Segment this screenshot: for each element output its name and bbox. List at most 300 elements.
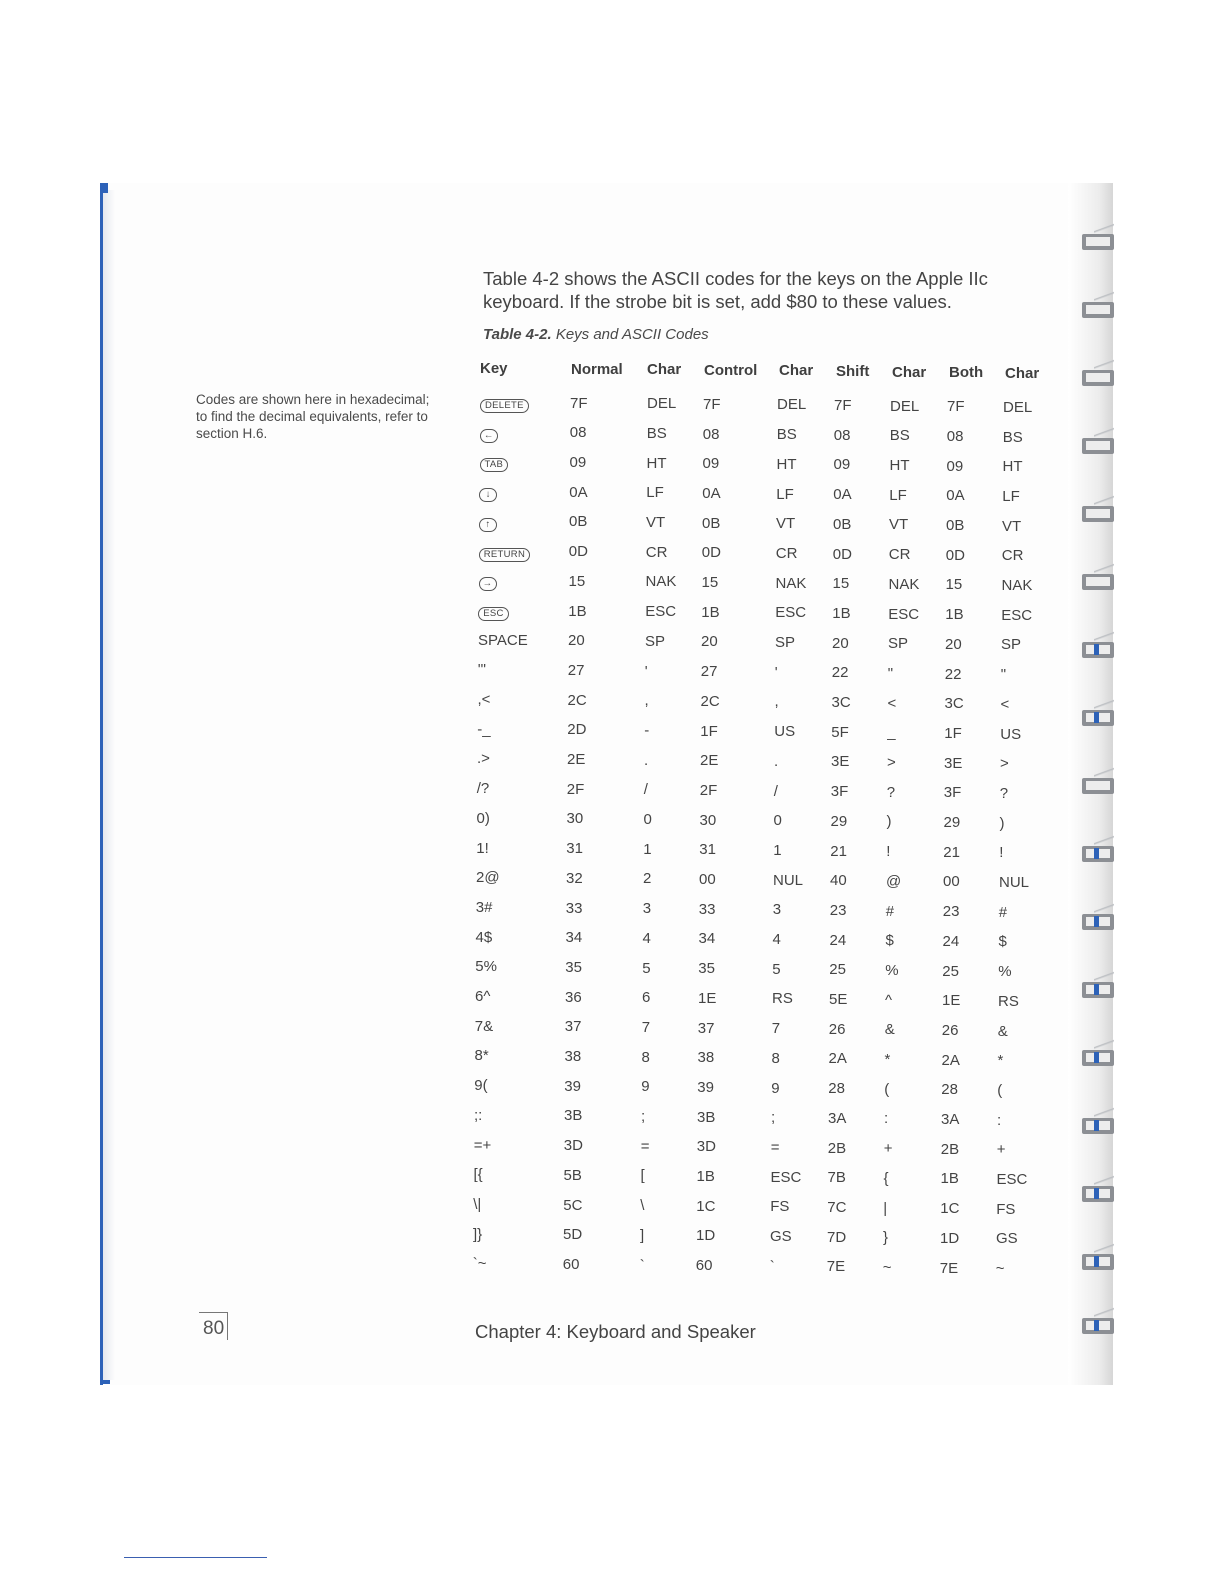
page-edge-mark <box>100 183 108 193</box>
cell-shift-char: NAK <box>888 575 920 593</box>
binding-ring <box>1082 222 1114 256</box>
keycap: ESC <box>478 607 508 621</box>
binding-ring <box>1082 766 1114 800</box>
cell-both: 26 <box>941 1021 959 1039</box>
cell-shift-char: # <box>885 902 895 920</box>
keycap: ↑ <box>479 518 497 532</box>
cell-both-char: CR <box>1001 547 1024 565</box>
cell-shift-char: @ <box>886 872 902 890</box>
cell-char: NAK <box>645 573 677 591</box>
cell-char: ; <box>641 1108 646 1125</box>
cell-shift: 2A <box>828 1050 847 1068</box>
cell-shift-char: HT <box>889 457 910 474</box>
cell-shift-char: $ <box>885 932 894 950</box>
binding-ring <box>1082 1306 1114 1340</box>
cell-char: 3 <box>642 900 652 918</box>
cell-normal: 0D <box>568 543 588 561</box>
cell-shift: 23 <box>829 901 847 919</box>
cell-key: 4$ <box>475 928 493 946</box>
cell-both: 24 <box>942 932 960 950</box>
cell-normal: 2D <box>567 721 587 739</box>
margin-note: Codes are shown here in hexadecimal; to find the decimal equivalents, refer to section H.6. <box>196 392 430 441</box>
cell-control: 09 <box>702 455 720 473</box>
cell-control: 20 <box>701 633 718 651</box>
cell-normal: 3B <box>564 1107 583 1125</box>
cell-key: ;: <box>474 1106 483 1124</box>
cell-shift: 3F <box>830 783 849 801</box>
cell-shift-char: } <box>883 1229 889 1247</box>
cell-both-char: ( <box>997 1081 1003 1099</box>
cell-normal: 2F <box>566 780 585 798</box>
cell-normal: 0A <box>569 483 588 501</box>
cell-shift: 7E <box>826 1258 846 1276</box>
cell-key: \| <box>473 1195 482 1213</box>
cell-both: 09 <box>946 457 964 475</box>
binding-ring <box>1082 1174 1114 1208</box>
cell-both-char: GS <box>996 1230 1018 1248</box>
cell-char: CR <box>645 543 668 561</box>
cell-shift-char: + <box>883 1140 893 1158</box>
cell-shift: 26 <box>828 1020 846 1038</box>
cell-normal: 37 <box>564 1018 582 1036</box>
cell-key <box>479 573 497 591</box>
binding-ring <box>1082 698 1114 732</box>
cell-shift: 24 <box>829 931 847 949</box>
cell-both: 20 <box>945 635 962 653</box>
cell-both: 0D <box>945 546 965 564</box>
cell-shift: 0B <box>833 515 852 533</box>
binding-ring <box>1082 562 1114 596</box>
cell-both: 3A <box>941 1111 960 1128</box>
cell-shift: 3C <box>831 694 851 711</box>
cell-both: 1E <box>942 992 961 1010</box>
cell-normal: 27 <box>567 661 585 679</box>
cell-control: 1D <box>696 1227 716 1245</box>
binding-ring <box>1082 290 1114 324</box>
cell-control: 0D <box>701 544 721 562</box>
cell-normal: 5D <box>563 1226 583 1244</box>
cell-key <box>479 484 497 502</box>
cell-control-char: RS <box>772 990 793 1008</box>
cell-both-char: ? <box>999 784 1009 802</box>
cell-control-char: , <box>774 693 779 711</box>
cell-shift: 21 <box>830 842 847 860</box>
cell-both-char: US <box>1000 725 1022 743</box>
cell-normal: 08 <box>569 424 587 442</box>
binding-ring <box>1082 1242 1114 1276</box>
cell-control: 00 <box>699 871 716 888</box>
cell-both-char: VT <box>1002 517 1022 535</box>
cell-char: [ <box>640 1167 645 1185</box>
binding-ring <box>1082 834 1114 868</box>
cell-both-char: BS <box>1002 428 1023 446</box>
cell-shift: 7B <box>827 1169 846 1187</box>
cell-both-char: DEL <box>1003 398 1033 416</box>
cell-shift: 0D <box>832 545 852 563</box>
cell-shift-char: SP <box>888 635 909 653</box>
cell-control-char: BS <box>776 426 797 444</box>
cell-char: ` <box>639 1256 645 1274</box>
cell-control: 38 <box>697 1049 715 1067</box>
cell-shift: 20 <box>832 634 849 652</box>
cell-both-char: ~ <box>995 1260 1005 1278</box>
cell-shift: 40 <box>830 872 847 890</box>
cell-control: 1B <box>696 1168 715 1185</box>
cell-shift: 7C <box>827 1198 847 1216</box>
cell-shift-char: ~ <box>882 1258 892 1276</box>
cell-normal: 32 <box>566 869 583 887</box>
cell-normal: 2E <box>567 751 586 768</box>
cell-both: 21 <box>943 843 960 861</box>
cell-key: 5% <box>475 958 497 976</box>
cell-control: 39 <box>697 1078 714 1096</box>
cell-both: 7E <box>939 1259 959 1277</box>
cell-both: 29 <box>943 814 961 831</box>
cell-shift-char: | <box>883 1199 888 1217</box>
cell-normal: 36 <box>565 988 582 1006</box>
cell-both-char: " <box>1000 666 1007 684</box>
keycap: RETURN <box>479 548 530 562</box>
cell-shift-char: ? <box>886 783 896 801</box>
cell-key: 3# <box>475 898 493 916</box>
cell-control: 7F <box>703 395 721 413</box>
cell-both-char: LF <box>1002 487 1020 505</box>
cell-control: 1E <box>698 989 717 1007</box>
cell-key: SPACE <box>478 631 528 649</box>
cell-normal: 30 <box>566 810 584 828</box>
cell-key: 7& <box>474 1017 494 1035</box>
cell-key: 8* <box>474 1047 489 1065</box>
cell-char: 7 <box>641 1018 651 1036</box>
cell-shift: 3A <box>828 1109 847 1127</box>
cell-normal: 0B <box>569 513 588 531</box>
cell-both: 3C <box>944 695 964 713</box>
cell-key <box>479 544 530 562</box>
cell-both: 3E <box>944 754 963 772</box>
cell-both: 1B <box>940 1170 959 1188</box>
cell-both: 28 <box>941 1081 958 1099</box>
cell-shift: 09 <box>833 456 851 474</box>
cell-control-char: / <box>773 782 778 800</box>
cell-normal: 15 <box>568 572 586 590</box>
cell-control-char: NAK <box>775 574 807 592</box>
cell-shift-char: < <box>887 694 897 712</box>
cell-control: 37 <box>697 1019 715 1037</box>
page-edge-foot <box>100 1380 110 1384</box>
cell-char: = <box>640 1137 650 1155</box>
column-header-control: Control <box>704 361 758 379</box>
cell-shift: 22 <box>831 664 849 682</box>
table-caption <box>483 326 709 343</box>
cell-control: 30 <box>699 811 717 829</box>
cell-both-char: % <box>998 963 1012 981</box>
cell-control-char: . <box>774 752 779 770</box>
cell-shift: 29 <box>830 812 848 830</box>
cell-key: =+ <box>473 1136 492 1154</box>
cell-control-char: US <box>774 723 796 741</box>
cell-control-char: 8 <box>771 1049 780 1067</box>
cell-normal: 38 <box>564 1048 582 1065</box>
cell-both-char: RS <box>998 992 1019 1010</box>
cell-shift: 28 <box>828 1080 845 1098</box>
cell-shift: 0A <box>833 486 852 504</box>
cell-char: DEL <box>647 395 677 413</box>
cell-normal: 31 <box>566 840 583 858</box>
cell-char: SP <box>645 632 666 650</box>
cell-both-char: + <box>996 1141 1006 1159</box>
cell-control: 0B <box>702 514 721 532</box>
cell-shift-char: & <box>884 1021 895 1039</box>
cell-normal: 09 <box>569 454 587 471</box>
cell-control-char: 0 <box>773 812 782 830</box>
cell-both: 7F <box>947 398 965 416</box>
cell-both: 1F <box>944 724 962 742</box>
page-number: 80 <box>199 1312 228 1340</box>
cell-normal: 35 <box>565 958 582 976</box>
cell-normal: 60 <box>562 1255 580 1273</box>
cell-normal: 34 <box>565 929 583 947</box>
binding-ring <box>1082 426 1114 460</box>
cell-both: 0B <box>946 517 965 534</box>
cell-shift-char: ^ <box>885 991 893 1009</box>
cell-shift-char: DEL <box>890 397 920 415</box>
cell-char: ESC <box>645 603 677 621</box>
cell-control: 60 <box>695 1257 713 1275</box>
cell-key <box>478 603 508 621</box>
cell-control-char: ; <box>771 1109 776 1127</box>
cell-control: 2C <box>700 692 720 710</box>
cell-key: 1! <box>476 839 489 857</box>
cell-key: ,< <box>477 691 491 708</box>
cell-shift-char: LF <box>889 486 907 504</box>
cell-char: 5 <box>642 959 651 977</box>
cell-both: 2B <box>940 1140 960 1158</box>
cell-both-char: FS <box>996 1200 1016 1218</box>
keycap: ↓ <box>479 488 497 502</box>
cell-control-char: 3 <box>772 901 782 919</box>
column-header-control-char: Char <box>779 362 814 380</box>
cell-both: 1C <box>940 1200 960 1218</box>
cell-control: 33 <box>698 900 716 918</box>
cell-control: 2F <box>699 781 718 799</box>
cell-control: 3D <box>696 1138 716 1156</box>
cell-both: 23 <box>942 903 960 921</box>
column-header-shift: Shift <box>836 363 870 380</box>
cell-key: ]} <box>473 1225 483 1243</box>
keycap: TAB <box>480 458 509 472</box>
cell-char: 0 <box>643 811 652 828</box>
cell-both-char: ESC <box>1001 606 1033 624</box>
cell-control-char: FS <box>770 1198 790 1216</box>
cell-shift-char: _ <box>887 724 896 742</box>
binding-ring <box>1082 358 1114 392</box>
cell-both-char: $ <box>998 933 1007 951</box>
cell-shift-char: : <box>884 1110 889 1128</box>
binding-ring <box>1082 1038 1114 1072</box>
cell-normal: 2C <box>567 691 587 709</box>
cell-control: 2E <box>700 752 719 770</box>
chapter-footer: Chapter 4: Keyboard and Speaker <box>475 1321 756 1342</box>
cell-both-char: ! <box>999 844 1004 862</box>
cell-control-char: 5 <box>772 960 781 978</box>
column-header-key: Key <box>480 360 508 377</box>
cell-key: 0) <box>476 809 490 827</box>
cell-both-char: < <box>1000 695 1010 713</box>
cell-char: ' <box>644 662 648 680</box>
cell-key <box>480 395 529 413</box>
cell-shift: 5F <box>831 723 849 741</box>
cell-char: . <box>644 751 649 769</box>
cell-both-char: ) <box>999 814 1005 832</box>
cell-char: LF <box>646 484 664 502</box>
cell-both-char: # <box>998 903 1008 921</box>
cell-control-char: NUL <box>773 871 804 889</box>
cell-shift-char: " <box>887 664 894 682</box>
cell-shift: 08 <box>833 426 851 444</box>
cell-key: [{ <box>473 1166 483 1184</box>
column-header-both-char: Char <box>1005 364 1040 382</box>
cell-shift-char: BS <box>889 427 910 445</box>
cell-normal: 20 <box>568 632 585 650</box>
binding-ring <box>1082 630 1114 664</box>
cell-both-char: : <box>997 1111 1002 1129</box>
scan-artifact-line <box>124 1557 267 1558</box>
page-edge-line <box>100 190 103 1385</box>
keycap: → <box>479 577 497 591</box>
cell-char: ] <box>640 1226 645 1244</box>
cell-shift: 15 <box>832 575 850 593</box>
cell-both: 1B <box>945 606 964 624</box>
cell-control-char: ` <box>769 1257 775 1275</box>
cell-both-char: ESC <box>996 1171 1028 1188</box>
cell-control-char: ' <box>774 663 778 681</box>
cell-shift-char: ESC <box>888 605 920 623</box>
cell-control: 27 <box>700 663 718 681</box>
cell-shift: 25 <box>829 961 846 979</box>
cell-char: VT <box>646 514 666 531</box>
cell-shift-char: ( <box>884 1080 890 1098</box>
cell-both-char: NUL <box>999 874 1030 891</box>
cell-both: 00 <box>943 873 960 891</box>
cell-control-char: 9 <box>771 1079 780 1097</box>
cell-char: 6 <box>642 989 651 1007</box>
cell-key: 9( <box>474 1077 488 1095</box>
cell-both-char: HT <box>1002 458 1023 476</box>
binding-ring <box>1082 970 1114 1004</box>
cell-control-char: 4 <box>772 931 781 948</box>
cell-both: 08 <box>946 427 964 445</box>
cell-control-char: LF <box>776 485 794 503</box>
cell-control-char: 7 <box>771 1020 781 1038</box>
cell-char: \ <box>640 1197 645 1215</box>
cell-control-char: CR <box>775 544 798 562</box>
column-header-char: Char <box>647 361 682 379</box>
cell-both: 0A <box>946 487 965 505</box>
cell-control: 15 <box>701 574 719 591</box>
cell-normal: 1B <box>568 602 587 620</box>
cell-control-char: ESC <box>775 604 807 622</box>
cell-key <box>480 425 498 443</box>
intro-paragraph: Table 4-2 shows the ASCII codes for the keys on the Apple IIc keyboard. If the strobe bit is set, add $80 to these values. <box>483 268 988 312</box>
cell-control: 3B <box>697 1108 716 1126</box>
cell-shift: 5E <box>829 991 848 1008</box>
cell-both: 25 <box>942 962 959 980</box>
cell-char: / <box>643 781 648 799</box>
cell-control-char: HT <box>776 455 797 473</box>
cell-char: , <box>644 692 649 710</box>
cell-shift-char: % <box>885 961 899 979</box>
cell-both-char: * <box>997 1052 1004 1070</box>
cell-char: - <box>644 721 650 739</box>
cell-key: -_ <box>477 720 491 738</box>
cell-char: 1 <box>643 840 652 858</box>
cell-char: 2 <box>643 870 652 888</box>
cell-control-char: SP <box>775 634 796 651</box>
cell-normal: 39 <box>564 1077 581 1095</box>
cell-both-char: NAK <box>1001 577 1033 594</box>
cell-control: 34 <box>698 930 716 948</box>
cell-both: 1D <box>940 1229 960 1247</box>
cell-normal: 3D <box>563 1137 583 1155</box>
binding-ring <box>1082 494 1114 528</box>
cell-char: 8 <box>641 1048 650 1066</box>
cell-shift: 3E <box>831 753 850 771</box>
cell-control: 35 <box>698 960 715 978</box>
cell-control: 08 <box>702 425 720 443</box>
cell-char: 4 <box>642 929 651 947</box>
keycap: DELETE <box>480 399 529 413</box>
cell-shift: 1B <box>832 604 851 622</box>
cell-both: 15 <box>945 576 963 594</box>
cell-control-char: ESC <box>770 1168 802 1186</box>
table-caption-label: Table 4-2. <box>483 326 552 343</box>
cell-shift-char: > <box>887 754 896 771</box>
cell-normal: 5B <box>563 1166 582 1184</box>
cell-both: 3F <box>943 784 962 802</box>
column-header-both: Both <box>949 364 984 382</box>
column-header-shift-char: Char <box>892 363 927 381</box>
binding-ring <box>1082 902 1114 936</box>
cell-both: 22 <box>944 665 962 683</box>
cell-shift: 2B <box>827 1139 847 1157</box>
cell-both: 2A <box>941 1051 960 1069</box>
cell-control-char: GS <box>770 1228 792 1245</box>
cell-control-char: = <box>770 1138 780 1156</box>
cell-normal: 33 <box>565 899 583 917</box>
cell-control: 1B <box>701 603 720 621</box>
cell-normal: 7F <box>570 394 588 412</box>
cell-shift-char: CR <box>888 546 911 564</box>
page-shadow <box>103 190 115 1380</box>
cell-control-char: VT <box>776 515 796 533</box>
binding-ring <box>1082 1106 1114 1140</box>
cell-control: 1F <box>700 722 718 740</box>
cell-both-char: & <box>997 1022 1008 1040</box>
cell-control: 1C <box>696 1197 716 1215</box>
cell-control: 0A <box>702 484 721 502</box>
column-header-normal: Normal <box>571 360 623 378</box>
cell-shift-char: ) <box>886 813 892 831</box>
cell-shift: 7D <box>827 1228 847 1246</box>
cell-both-char: SP <box>1001 636 1022 654</box>
cell-shift-char: VT <box>889 516 909 534</box>
table-caption-title: Keys and ASCII Codes <box>555 326 709 343</box>
cell-key: .> <box>477 750 490 768</box>
cell-key: `~ <box>472 1255 487 1273</box>
cell-char: 9 <box>641 1078 650 1096</box>
cell-key: 6^ <box>475 988 491 1005</box>
cell-control: 31 <box>699 841 716 859</box>
